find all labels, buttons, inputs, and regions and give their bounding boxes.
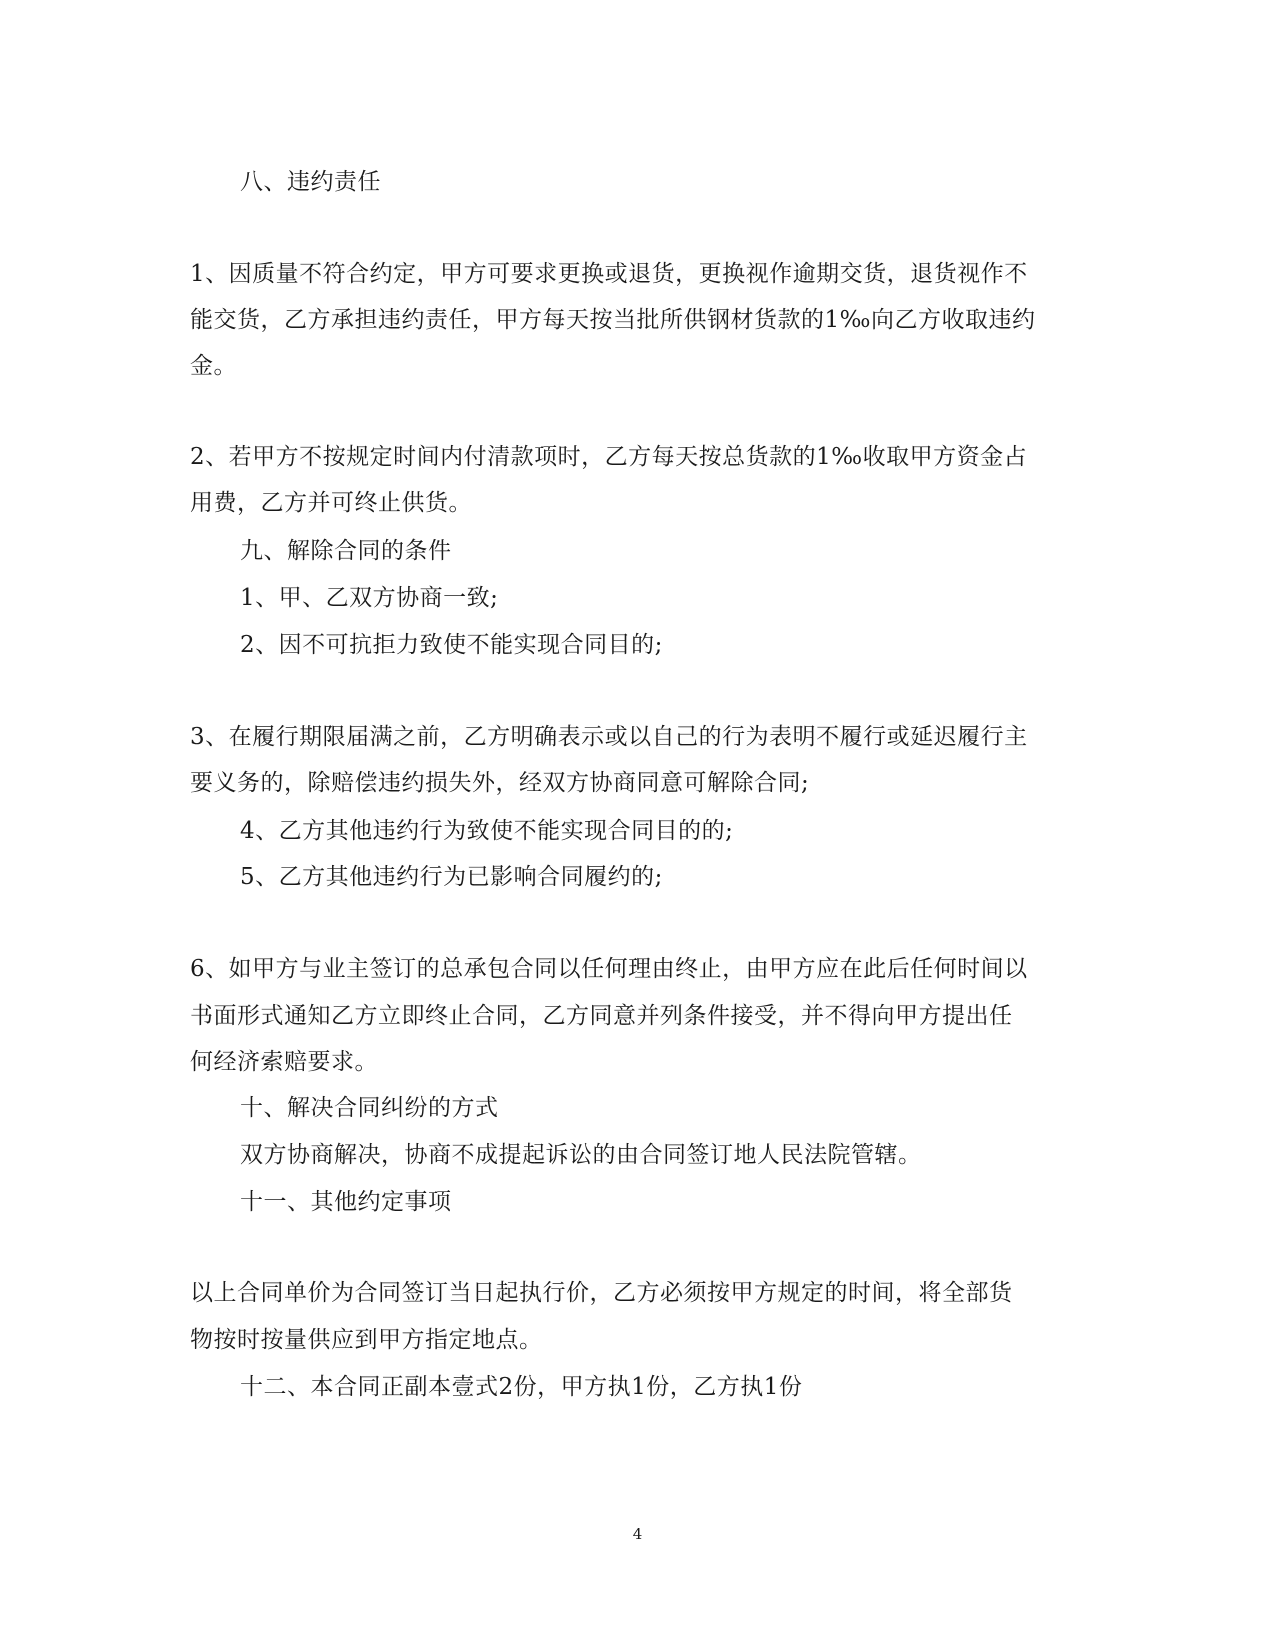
paragraph-line: 以上合同单价为合同签订当日起执行价，乙方必须按甲方规定的时间，将全部货: [190, 1280, 1013, 1306]
list-item: 2、因不可抗拒力致使不能实现合同目的;: [240, 632, 663, 658]
paragraph-line: 何经济索赔要求。: [190, 1049, 378, 1075]
section-heading-other-matters: 十一、其他约定事项: [240, 1189, 452, 1215]
paragraph-line: 双方协商解决，协商不成提起诉讼的由合同签订地人民法院管辖。: [240, 1142, 922, 1168]
paragraph-line: 金。: [190, 353, 237, 379]
list-item: 4、乙方其他违约行为致使不能实现合同目的的;: [240, 818, 734, 844]
list-item: 5、乙方其他违约行为已影响合同履约的;: [240, 864, 663, 890]
paragraph-line: 3、在履行期限届满之前，乙方明确表示或以自己的行为表明不履行或延迟履行主: [190, 724, 1028, 750]
section-heading-copies: 十二、本合同正副本壹式2份，甲方执1份，乙方执1份: [240, 1374, 803, 1400]
section-heading-breach: 八、违约责任: [240, 169, 381, 195]
section-heading-disputes: 十、解决合同纠纷的方式: [240, 1095, 499, 1121]
paragraph-line: 1、因质量不符合约定，甲方可要求更换或退货，更换视作逾期交货，退货视作不: [190, 261, 1028, 287]
paragraph-line: 要义务的，除赔偿违约损失外，经双方协商同意可解除合同;: [190, 770, 810, 796]
paragraph-line: 2、若甲方不按规定时间内付清款项时，乙方每天按总货款的1‰收取甲方资金占: [190, 444, 1028, 470]
section-heading-termination: 九、解除合同的条件: [240, 538, 452, 564]
paragraph-line: 用费，乙方并可终止供货。: [190, 490, 472, 516]
paragraph-line: 6、如甲方与业主签订的总承包合同以任何理由终止，由甲方应在此后任何时间以: [190, 956, 1028, 982]
paragraph-line: 能交货，乙方承担违约责任，甲方每天按当批所供钢材货款的1‰向乙方收取违约: [190, 307, 1036, 333]
page-number: 4: [632, 1525, 643, 1543]
paragraph-line: 物按时按量供应到甲方指定地点。: [190, 1327, 543, 1353]
list-item: 1、甲、乙双方协商一致;: [240, 585, 499, 611]
paragraph-line: 书面形式通知乙方立即终止合同，乙方同意并列条件接受，并不得向甲方提出任: [190, 1003, 1013, 1029]
